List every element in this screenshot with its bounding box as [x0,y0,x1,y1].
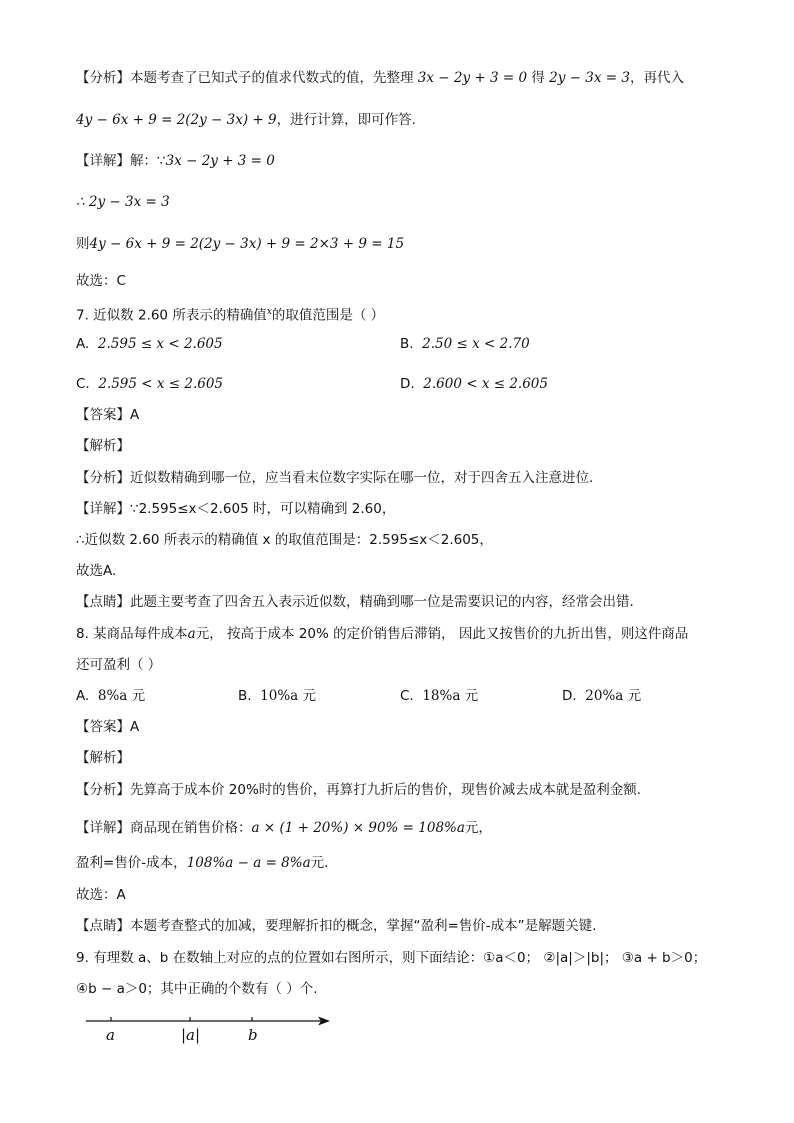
q8-option-d: D. 20%a 元 [562,688,642,704]
label-abs-a: |a| [181,1026,201,1044]
equation: 3x − 2y + 3 = 0 [165,153,275,169]
q8-option-a: A. 8%a 元 [76,688,146,704]
number-line-figure [80,1008,340,1058]
q7-detail-1: 【详解】∵2.595≤x＜2.605 时，可以精确到 2.60， [76,501,396,517]
q7-option-d: D. 2.600 < x ≤ 2.605 [400,376,548,392]
q7-answer: 【答案】A [76,407,140,423]
equation: 3x − 2y + 3 = 0 [417,70,528,86]
q6-analysis-line1: 【分析】本题考查了已知式子的值求代数式的值，先整理 3x − 2y + 3 = 0 得 2y − 3x = 3，再代入 [76,70,684,86]
q7-jiexi: 【解析】 [76,438,130,454]
q8-jiexi: 【解析】 [76,750,130,766]
label-a: a [106,1026,115,1044]
equation: a × (1 + 20%) × 90% = 108%a [251,820,465,836]
equation: 108%a − a = 8%a [186,855,311,871]
q6-detail-line1: 【详解】解：∵3x − 2y + 3 = 0 [76,153,275,169]
q7-analysis: 【分析】近似数精确到哪一位，应当看末位数字实际在哪一位，对于四舍五入注意进位. [76,470,594,486]
equation: 4y − 6x + 9 = 2(2y − 3x) + 9 = 2×3 + 9 = 15 [89,236,405,252]
q9-stem-2: ④b − a＞0；其中正确的个数有（ ）个. [76,981,318,997]
q6-detail-line3: 则4y − 6x + 9 = 2(2y − 3x) + 9 = 2×3 + 9 = 15 [76,236,405,252]
q7-comment: 【点睛】此题主要考查了四舍五入表示近似数，精确到哪一位是需要识记的内容，经常会出错. [76,594,634,610]
q8-option-b: B. 10%a 元 [238,688,317,704]
q6-analysis-line2: 4y − 6x + 9 = 2(2y − 3x) + 9，进行计算，即可作答. [76,112,416,128]
q8-option-c: C. 18%a 元 [400,688,479,704]
q8-answer: 【答案】A [76,719,140,735]
q6-choice: 故选：C [76,273,126,289]
detail-tag: 【详解】 [76,153,130,169]
q7-detail-2: ∴近似数 2.60 所表示的精确值 x 的取值范围是：2.595≤x＜2.605， [76,532,493,548]
q7-stem: 7. 近似数 2.60 所表示的精确值$^x$的取值范围是（ ） [76,307,385,324]
q8-comment: 【点睛】本题考查整式的加减，要理解折扣的概念，掌握“盈利=售价-成本”是解题关键. [76,918,597,934]
label-b: b [248,1026,258,1044]
equation: 4y − 6x + 9 = 2(2y − 3x) + 9 [76,112,277,128]
q9-stem-1: 9. 有理数 a、b 在数轴上对应的点的位置如右图所示，则下面结论：①a＜0； ②|a|＞|b|； ③a + b＞0； [76,950,707,966]
q7-option-b: B. 2.50 ≤ x < 2.70 [400,336,530,352]
q8-stem-2: 还可盈利（ ） [76,657,162,673]
number-line-axis [80,1008,340,1058]
equation: 2y − 3x = 3 [549,70,630,86]
q8-detail-2: 盈利=售价-成本，108%a − a = 8%a元. [76,855,329,871]
q8-detail-1: 【详解】商品现在销售价格：a × (1 + 20%) × 90% = 108%a元， [76,820,492,836]
q7-option-c: C. 2.595 < x ≤ 2.605 [76,376,224,392]
q7-choice: 故选A. [76,563,117,579]
q8-choice: 故选：A [76,887,126,903]
analysis-tag: 【分析】 [76,70,130,86]
q7-option-a: A. 2.595 ≤ x < 2.605 [76,336,223,352]
q8-stem-1: 8. 某商品每件成本a元， 按高于成本 20% 的定价销售后滞销， 因此又按售价的九折出售，则这件商品 [76,626,689,642]
q6-detail-line2: ∴ 2y − 3x = 3 [76,194,170,210]
q8-analysis: 【分析】先算高于成本价 20%时的售价，再算打九折后的售价，现售价减去成本就是盈利金额. [76,782,642,798]
